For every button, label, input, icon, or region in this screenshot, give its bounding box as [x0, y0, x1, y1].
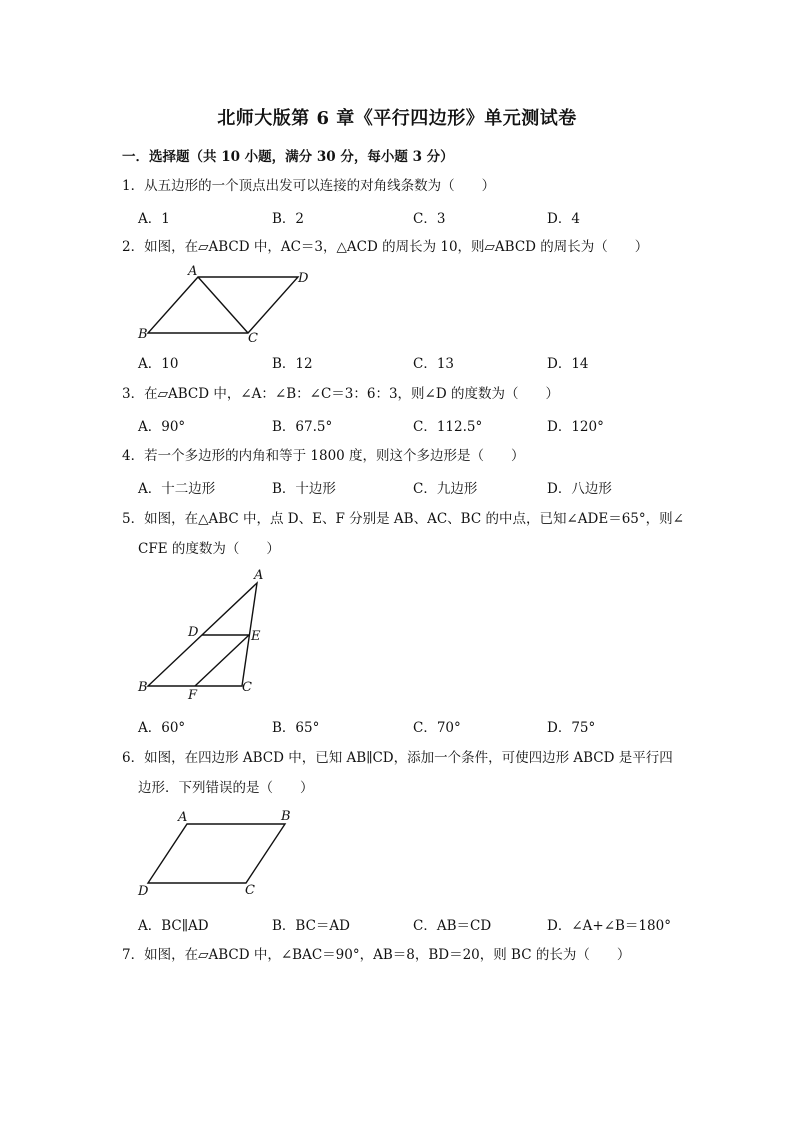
option-c: C．13 — [413, 356, 455, 372]
quadrilateral-abcd — [148, 824, 285, 883]
option-c: C．112.5° — [413, 419, 483, 435]
option-b: B．十边形 — [272, 481, 336, 497]
option-a: A．90° — [138, 419, 186, 435]
figure-triangle-q5 — [130, 565, 280, 705]
option-b: B．BC＝AD — [272, 918, 350, 934]
label-c: C — [248, 331, 258, 346]
label-c: C — [242, 680, 252, 695]
question-number: 1． — [122, 178, 145, 194]
option-b: B．12 — [272, 356, 313, 372]
question-1 — [122, 176, 495, 196]
figure-quadrilateral-q6 — [130, 805, 310, 900]
figure-parallelogram-q2 — [130, 260, 320, 350]
label-c: C — [245, 883, 255, 898]
label-a: A — [254, 568, 264, 583]
option-a: A．10 — [138, 356, 179, 372]
question-number: 7． — [122, 947, 145, 963]
option-c: C．AB＝CD — [413, 918, 492, 934]
question-5-continued: CFE 的度数为（ ） — [138, 541, 280, 557]
question-6 — [122, 748, 673, 768]
question-stem: 如图，在四边形 ABCD 中，已知 AB∥CD，添加一个条件，可使四边形 ABCD 是平行四 — [144, 750, 673, 766]
option-b: B．2 — [272, 211, 305, 227]
question-stem: 在▱ABCD 中，∠A：∠B：∠C＝3：6：3，则∠D 的度数为（ ） — [144, 386, 559, 402]
label-b: B — [138, 327, 148, 342]
question-stem: 从五边形的一个顶点出发可以连接的对角线条数为（ ） — [144, 178, 496, 194]
label-e: E — [251, 629, 261, 644]
question-stem: 若一个多边形的内角和等于 1800 度，则这个多边形是（ ） — [144, 448, 525, 464]
question-number: 2． — [122, 239, 145, 255]
question-number: 5． — [122, 511, 145, 527]
question-number: 6． — [122, 750, 145, 766]
question-3 — [122, 384, 559, 404]
label-b: B — [281, 809, 291, 824]
label-a: A — [178, 810, 188, 825]
page-title: 北师大版第 6 章《平行四边形》单元测试卷 — [217, 108, 577, 129]
label-d: D — [298, 271, 309, 286]
option-b: B．67.5° — [272, 419, 333, 435]
question-number: 3． — [122, 386, 145, 402]
section-heading: 一．选择题（共 10 小题，满分 30 分，每小题 3 分） — [122, 149, 454, 165]
question-stem: 如图，在△ABC 中，点 D、E、F 分别是 AB、AC、BC 的中点，已知∠ADE＝65°，则∠ — [144, 511, 684, 527]
question-stem: 如图，在▱ABCD 中，AC＝3，△ACD 的周长为 10，则▱ABCD 的周长为（ ） — [144, 239, 649, 255]
option-d: D．14 — [547, 356, 589, 372]
option-d: D．八边形 — [547, 481, 612, 497]
option-c: C．70° — [413, 720, 461, 736]
question-2 — [122, 237, 648, 257]
question-stem: 如图，在▱ABCD 中，∠BAC＝90°，AB＝8，BD＝20，则 BC 的长为（ ） — [144, 947, 631, 963]
question-number: 4． — [122, 448, 145, 464]
option-d: D．120° — [547, 419, 604, 435]
question-6-continued: 边形．下列错误的是（ ） — [138, 780, 314, 796]
label-f: F — [188, 688, 198, 703]
option-a: A．十二边形 — [138, 481, 216, 497]
option-c: C．3 — [413, 211, 446, 227]
option-b: B．65° — [272, 720, 320, 736]
option-c: C．九边形 — [413, 481, 478, 497]
label-a: A — [188, 264, 198, 279]
option-a: A．BC∥AD — [138, 918, 209, 934]
option-d: D．75° — [547, 720, 596, 736]
segment-ef — [195, 635, 249, 686]
option-d: D．4 — [547, 211, 580, 227]
option-a: A．1 — [138, 211, 170, 227]
question-4 — [122, 446, 525, 466]
option-a: A．60° — [138, 720, 186, 736]
label-d: D — [138, 884, 149, 899]
question-7 — [122, 945, 630, 965]
label-d: D — [188, 625, 199, 640]
option-d: D．∠A+∠B＝180° — [547, 918, 671, 934]
question-5 — [122, 509, 684, 529]
diagonal-ac — [198, 277, 248, 333]
label-b: B — [138, 680, 148, 695]
